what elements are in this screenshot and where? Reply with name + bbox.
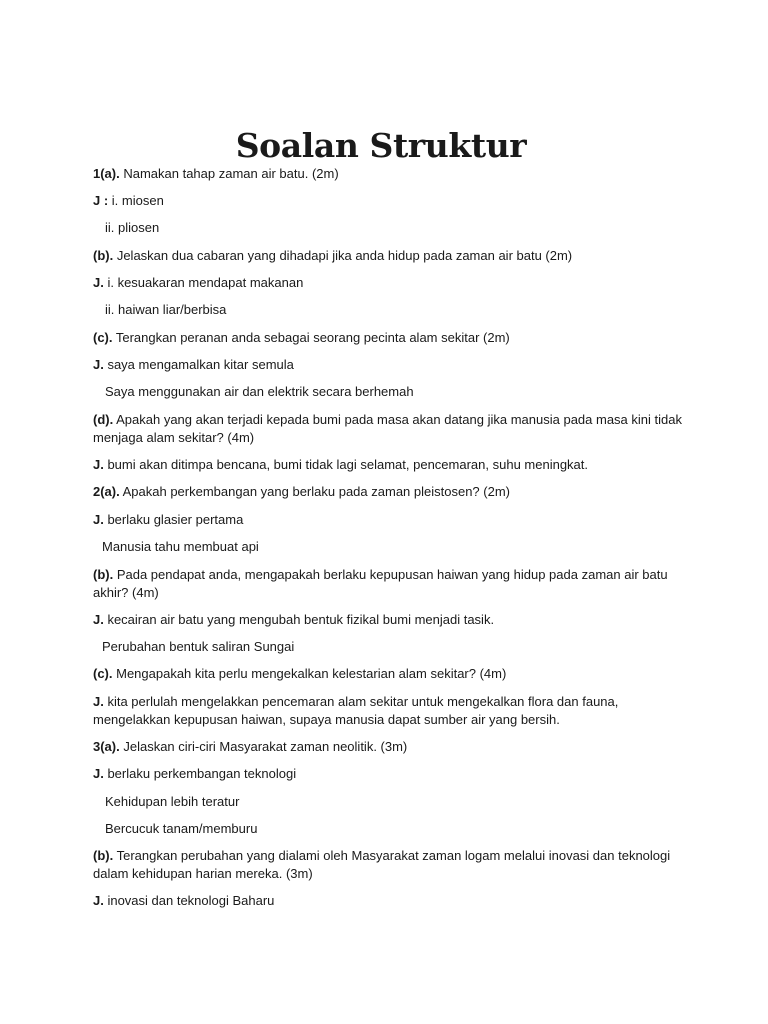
question-text: Apakah yang akan terjadi kepada bumi pada masa akan datang jika manusia pada masa kini tidak menjaga alam sekitar? (4m) — [93, 412, 682, 445]
question-label: (b). — [93, 567, 114, 582]
answer-1b — [93, 274, 683, 292]
question-label: (c). — [93, 666, 113, 681]
answer-2a — [93, 511, 683, 529]
answer-1c — [93, 356, 683, 374]
answer-text: inovasi dan teknologi Baharu — [103, 893, 275, 908]
question-label: 3(a). — [93, 739, 120, 754]
answer-text: bumi akan ditimpa bencana, bumi tidak lagi selamat, pencemaran, suhu meningkat. — [103, 457, 589, 472]
answer-text: berlaku glasier pertama — [103, 512, 244, 527]
question-label: (b). — [93, 848, 114, 863]
question-text: Pada pendapat anda, mengapakah berlaku kepupusan haiwan yang hidup pada zaman air batu akhir? (4m) — [93, 567, 668, 600]
answer-label: J. — [93, 457, 104, 472]
answer-1a — [93, 192, 683, 210]
question-text: Terangkan peranan anda sebagai seorang pecinta alam sekitar (2m) — [112, 330, 510, 345]
question-label: 1(a). — [93, 166, 120, 181]
question-2c — [93, 665, 683, 683]
question-3a — [93, 738, 683, 756]
question-text: Terangkan perubahan yang dialami oleh Masyarakat zaman logam melalui inovasi dan teknologi dalam kehidupan harian mereka. (3m) — [93, 848, 671, 881]
answer-2a-line-2 — [102, 538, 692, 556]
answer-text: berlaku perkembangan teknologi — [103, 766, 297, 781]
answer-text: Manusia tahu membuat api — [102, 539, 259, 554]
question-label: (c). — [93, 330, 113, 345]
answer-2b-line-2 — [102, 638, 692, 656]
question-text: Apakah perkembangan yang berlaku pada zaman pleistosen? (2m) — [119, 484, 510, 499]
answer-3a — [93, 765, 683, 783]
question-1b — [93, 247, 683, 265]
question-1c — [93, 329, 683, 347]
question-3b — [93, 847, 683, 883]
answer-2b — [93, 611, 683, 629]
question-2a — [93, 483, 683, 501]
answer-1b-line-2 — [105, 301, 695, 319]
answer-text: saya mengamalkan kitar semula — [103, 357, 294, 372]
answer-label: J : — [93, 193, 109, 208]
question-label: (b). — [93, 248, 114, 263]
answer-1a-line-2 — [105, 219, 695, 237]
answer-1c-line-2 — [105, 383, 695, 401]
answer-3a-line-3 — [105, 820, 695, 838]
question-text: Jelaskan dua cabaran yang dihadapi jika anda hidup pada zaman air batu (2m) — [113, 248, 573, 263]
answer-1d — [93, 456, 683, 474]
answer-label: J. — [93, 612, 104, 627]
answer-label: J. — [93, 694, 104, 709]
answer-text: Bercucuk tanam/memburu — [105, 821, 258, 836]
answer-3b — [93, 892, 683, 910]
answer-label: J. — [93, 275, 104, 290]
answer-text: kecairan air batu yang mengubah bentuk fizikal bumi menjadi tasik. — [103, 612, 495, 627]
question-label: 2(a). — [93, 484, 120, 499]
answer-text: Perubahan bentuk saliran Sungai — [102, 639, 295, 654]
answer-label: J. — [93, 893, 104, 908]
question-1d — [93, 411, 683, 447]
question-label: (d). — [93, 412, 114, 427]
answer-text: i. miosen — [108, 193, 164, 208]
answer-text: ii. pliosen — [105, 220, 160, 235]
answer-3a-line-2 — [105, 793, 695, 811]
question-2b — [93, 566, 683, 602]
question-text: Namakan tahap zaman air batu. (2m) — [119, 166, 339, 181]
answer-text: kita perlulah mengelakkan pencemaran alam sekitar untuk mengekalkan flora dan fauna, mengelakkan kepupusan haiwan, supaya manusia dapat sumber air yang bersih. — [93, 694, 619, 727]
answer-text: i. kesuakaran mendapat makanan — [103, 275, 304, 290]
answer-label: J. — [93, 512, 104, 527]
page-title: Soalan Struktur — [235, 126, 527, 165]
answer-label: J. — [93, 357, 104, 372]
question-1a — [93, 165, 683, 183]
answer-text: Kehidupan lebih teratur — [105, 794, 240, 809]
answer-label: J. — [93, 766, 104, 781]
answer-text: ii. haiwan liar/berbisa — [105, 302, 227, 317]
answer-text: Saya menggunakan air dan elektrik secara berhemah — [105, 384, 414, 399]
question-text: Mengapakah kita perlu mengekalkan kelestarian alam sekitar? (4m) — [112, 666, 507, 681]
question-text: Jelaskan ciri-ciri Masyarakat zaman neolitik. (3m) — [119, 739, 408, 754]
answer-2c — [93, 693, 683, 729]
